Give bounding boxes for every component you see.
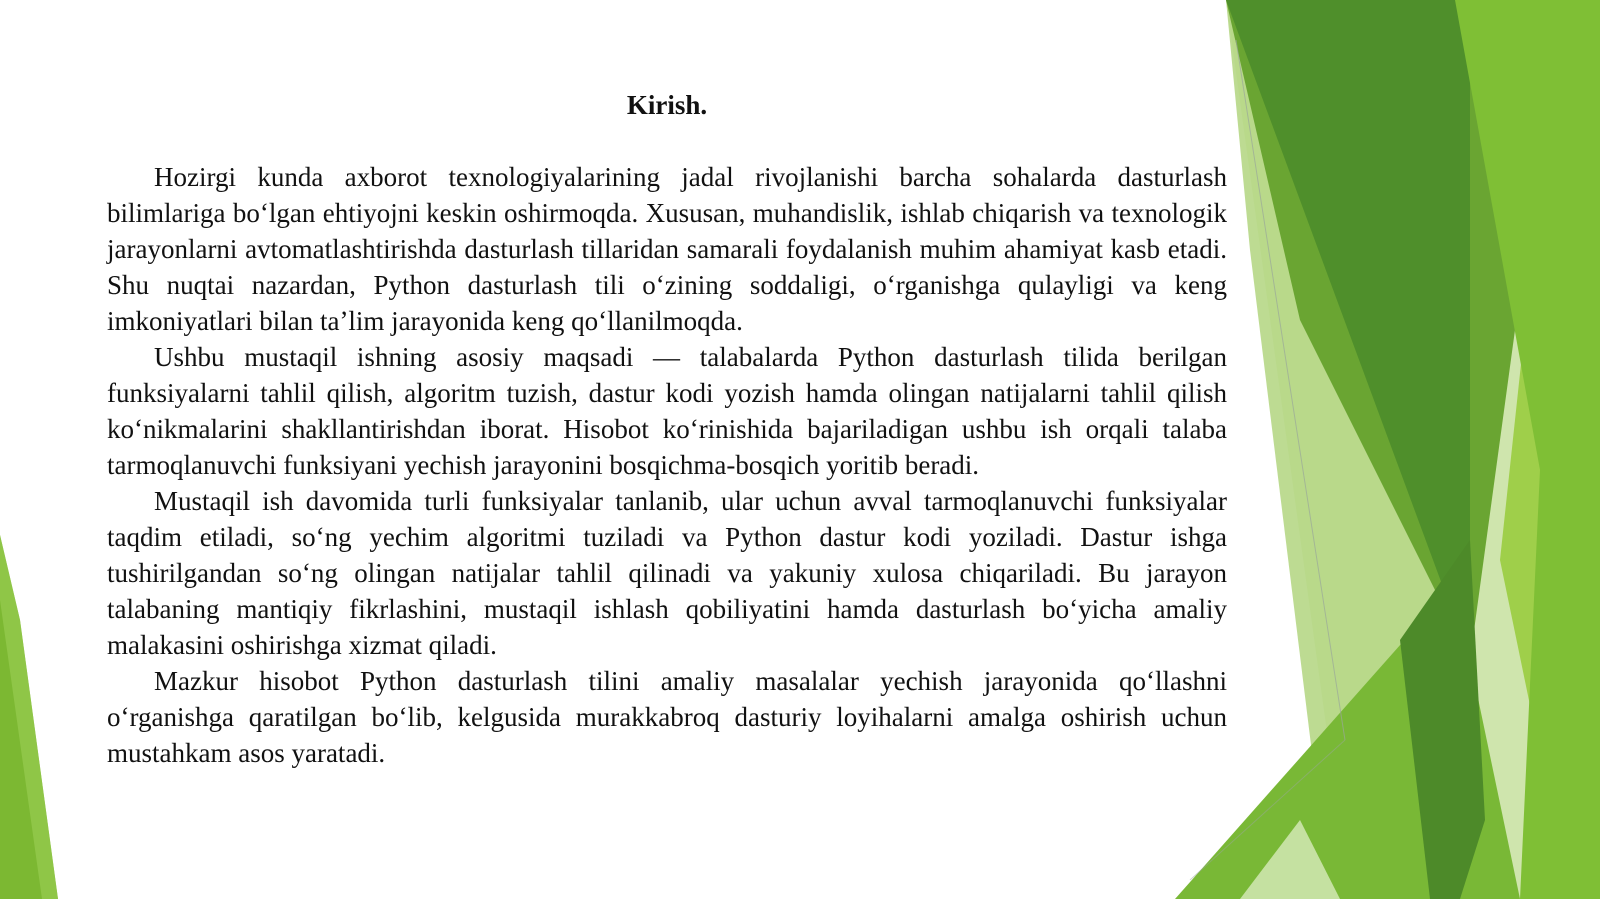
paragraph-4: Mazkur hisobot Python dasturlash tilini amaliy masalalar yechish jarayonida qoʻllashni oʻrganishga qaratilgan boʻlib, kelgusida murakkabroq dasturiy loyihalarni amalga oshirish uchun mustahkam asos yaratadi. bbox=[107, 666, 1227, 768]
paragraph-1: Hozirgi kunda axborot texnologiyalarining jadal rivojlanishi barcha sohalarda dasturlash bilimlariga boʻlgan ehtiyojni keskin oshirmoqda. Xususan, muhandislik, ishlab chiqarish va texnologik jarayonlarni avtomatlashtirishda dasturlash tillaridan samarali foydalanish muhim ahamiyat kasb etadi. Shu nuqtai nazardan, Python dasturlash tili oʻzining soddaligi, oʻrganishga qulayligi va keng imkoniyatlari bilan taʼlim jarayonida keng qoʻllanilmoqda. bbox=[107, 162, 1227, 336]
page-title: Kirish. bbox=[626, 90, 708, 120]
paragraph-3: Mustaqil ish davomida turli funksiyalar tanlanib, ular uchun avval tarmoqlanuvchi funksiyalar taqdim etiladi, soʻng yechim algoritmi tuziladi va Python dastur kodi yoziladi. Dastur ishga tushirilgandan soʻng olingan natijalar tahlil qilinadi va yakuniy xulosa chiqariladi. Bu jarayon talabaning mantiqiy fikrlashini, mustaqil ishlash qobiliyatini hamda dasturlash boʻyicha amaliy malakasini oshirishga xizmat qiladi. bbox=[107, 486, 1227, 660]
paragraph-2: Ushbu mustaqil ishning asosiy maqsadi — talabalarda Python dasturlash tilida berilgan funksiyalarni tahlil qilish, algoritm tuzish, dastur kodi yozish hamda olingan natijalarni tahlil qilish koʻnikmalarini shakllantirishdan iborat. Hisobot koʻrinishida bajariladigan ushbu ish orqali talaba tarmoqlanuvchi funksiyani yechish jarayonini bosqichma-bosqich yoritib beradi. bbox=[107, 342, 1227, 480]
document-body bbox=[107, 87, 1227, 771]
